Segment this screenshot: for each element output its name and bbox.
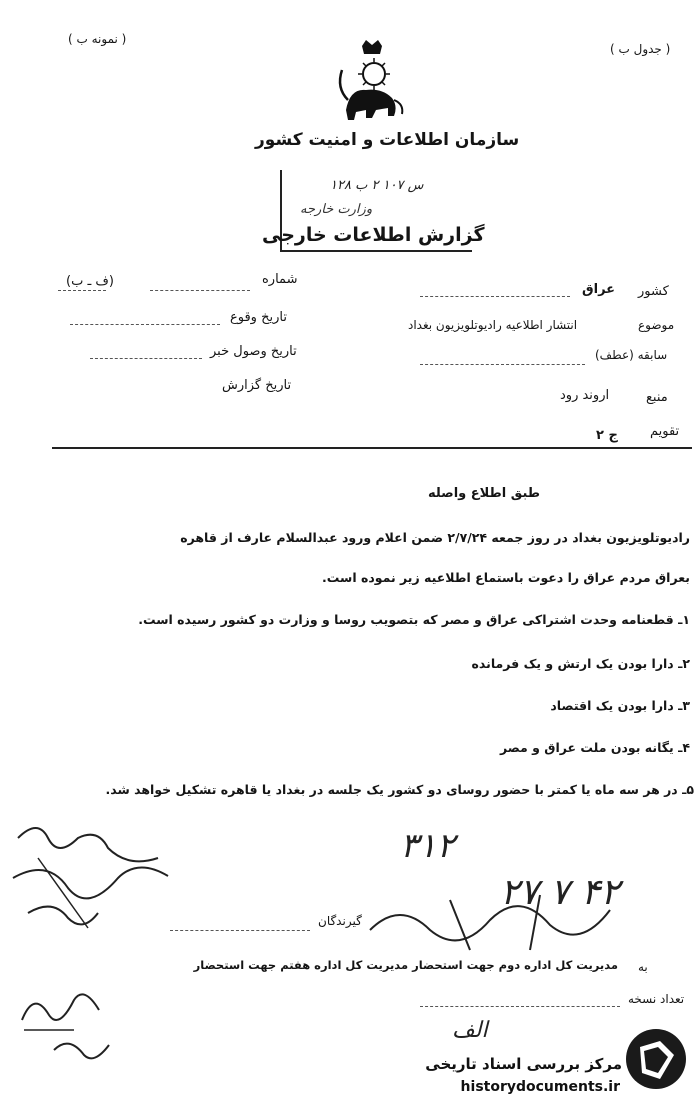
history-dotted-line <box>420 364 585 365</box>
organization-title: سازمان اطلاعات و امنیت کشور <box>255 130 520 150</box>
table-type-label: ( جدول ب ) <box>610 42 671 56</box>
form-type-label: ( نمونه ب ) <box>68 32 127 46</box>
handwritten-initials-icon <box>14 980 124 1070</box>
watermark-url[interactable]: historydocuments.ir <box>460 1079 620 1095</box>
source-value: اروند رود <box>560 388 610 403</box>
copies-dotted-line <box>420 1006 620 1007</box>
country-label: کشور <box>638 284 669 299</box>
report-date-label: تاریخ گزارش <box>222 378 292 393</box>
list-item: ۲ـ دارا بودن یک ارتش و یک فرمانده <box>471 656 690 671</box>
number-value: (ف ـ ب) <box>66 274 114 289</box>
history-label: سابقه (عطف) <box>595 348 668 362</box>
list-item: ۵ـ در هر سه ماه یا کمتر با حضور روسای دو کشور یک جلسه در بغداد یا قاهره تشکیل خواهد شد. <box>105 782 694 797</box>
event-date-label: تاریخ وقوع <box>230 310 287 325</box>
subject-value: انتشار اطلاعیه رادیوتلویزیون بغداد <box>408 318 578 332</box>
recipients-dotted-line <box>170 930 310 931</box>
number-dotted-line-left <box>58 290 106 291</box>
list-item: ۴ـ یگانه بودن ملت عراق و مصر <box>499 740 690 755</box>
report-title: گزارش اطلاعات خارجی <box>262 224 485 246</box>
recipients-label: گیرندگان <box>318 914 362 928</box>
stamp-number: س ۱۰۷ ۲ ب ۱۲۸ <box>330 178 424 193</box>
body-paragraph-line-2: بعراق مردم عراق را دعوت باستماع اطلاعیه زیر نموده است. <box>322 570 690 585</box>
lion-and-sun-emblem-icon <box>332 40 412 125</box>
intro-text: طبق اطلاع واصله <box>427 486 540 501</box>
receipt-date-dotted-line <box>90 358 202 359</box>
subject-label: موضوع <box>638 318 675 332</box>
country-dotted-line <box>420 296 570 297</box>
to-label: به <box>638 960 648 974</box>
number-dotted-line <box>150 290 250 291</box>
body-paragraph-line-1: رادیوتلویزیون بغداد در روز جمعه ۲/۷/۲۴ ضمن اعلام ورود عبدالسلام عارف از قاهره <box>180 530 690 545</box>
source-label: منبع <box>646 390 668 405</box>
header-divider <box>52 447 692 449</box>
list-item: ۳ـ دارا بودن یک اقتصاد <box>550 698 690 713</box>
list-item: ۱ـ قطعنامه وحدت اشتراکی عراق و مصر که بتصویب روسا و وزارت دو کشور رسیده است. <box>138 612 690 627</box>
distribution-text: مدیریت کل اداره دوم جهت استحضار مدیریت کل اداره هفتم جهت استحضار <box>193 958 618 972</box>
copies-label: تعداد نسخه <box>628 992 685 1006</box>
handwritten-number: ۳۱۲ <box>400 826 455 866</box>
receipt-date-label: تاریخ وصول خبر <box>210 344 297 359</box>
handwritten-signature-icon <box>8 818 178 938</box>
stamp-text: وزارت خارجه <box>300 202 373 217</box>
watermark-title: مرکز بررسی اسناد تاریخی <box>425 1055 622 1073</box>
signature-initial: الف <box>452 1018 488 1043</box>
handwritten-date: ۲۷ ۷ ۴۲ <box>500 872 620 913</box>
handwritten-scribble-icon <box>360 880 620 960</box>
number-label: شماره <box>262 272 298 287</box>
assessment-label: تقویم <box>650 424 680 439</box>
country-value: عراق <box>582 282 616 297</box>
event-date-dotted-line <box>70 324 220 325</box>
assessment-value: ج ۲ <box>596 428 618 443</box>
